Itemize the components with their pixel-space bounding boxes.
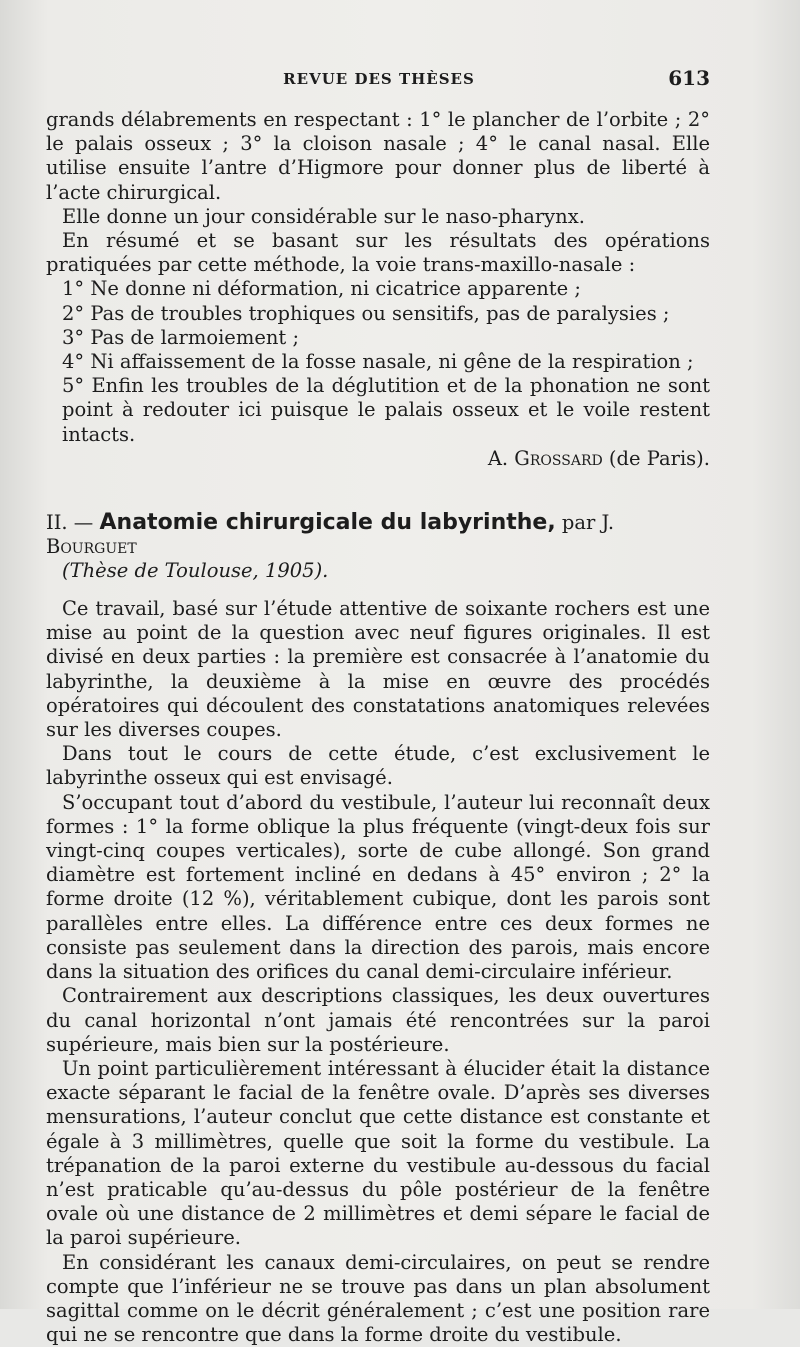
list-item: 3° Pas de larmoiement ; (62, 325, 300, 349)
list-item: 5° Enfin les troubles de la déglutition et de la phonation ne sont point à redouter ici puisque le palais osseux et le voile restent intacts. (62, 374, 710, 446)
section-source: (Thèse de Toulouse, 1905). (62, 559, 329, 583)
review-two-paragraph: Ce travail, basé sur l’étude attentive de soixante rochers est une mise au point de la question avec neuf figures originales. Il est divisé en deux parties : la première est consacrée à l’anatomie du labyrinthe, la deuxième à la mise en œuvre des procédés opératoires qui découlent des constatations anatomiques relevées sur les diverses coupes. (46, 597, 710, 742)
page-number: 613 (668, 66, 710, 90)
review-one-paragraph: En résumé et se basant sur les résultats des opérations pratiquées par cette méthode, la voie trans-maxillo-nasale : (46, 229, 710, 277)
page-header (48, 66, 710, 96)
list-item: 1° Ne donne ni déformation, ni cicatrice apparente ; (62, 277, 581, 301)
review-two-paragraph: Contrairement aux descriptions classiques, les deux ouvertures du canal horizontal n’ont jamais été rencontrées sur la paroi supérieure, mais bien sur la postérieure. (46, 984, 710, 1056)
section-author: par J. Bourguet (46, 511, 615, 559)
page-body (46, 108, 710, 1347)
review-two-paragraph: S’occupant tout d’abord du vestibule, l’auteur lui reconnaît deux formes : 1° la forme oblique la plus fréquente (vingt-deux fois sur vingt-cinq coupes verticales), sorte de cube allongé. Son grand diamètre est fortement incliné en dedans à 45° environ ; 2° la forme droite (12 %), véritablement cubique, dont les parois sont parallèles entre elles. La différence entre ces deux formes ne consiste pas seulement dans la direction des parois, mais encore dans la situation des orifices du canal demi-circulaire inférieur. (46, 790, 710, 984)
section-title: Anatomie chirurgicale du labyrinthe, (99, 510, 556, 536)
review-one (46, 108, 710, 471)
review-two-paragraph: Un point particulièrement intéressant à élucider était la distance exacte séparant le facial de la fenêtre ovale. D’après ses diverses mensurations, l’auteur conclut que cette distance est constante et égale à 3 millimètres, quelle que soit la forme du vestibule. La trépanation de la paroi externe du vestibule au-dessous du facial n’est praticable qu’au-dessus du pôle postérieur de la fenêtre ovale où une distance de 2 millimètres et demi sépare le facial de la paroi supérieure. (46, 1056, 710, 1250)
list-item: 2° Pas de troubles trophiques ou sensitifs, pas de paralysies ; (62, 301, 670, 325)
list-item: 4° Ni affaissement de la fosse nasale, ni gêne de la respiration ; (62, 350, 694, 374)
section-number: II. — (46, 511, 94, 535)
section-heading (46, 511, 710, 583)
review-one-paragraph: grands délabrements en respectant : 1° le plancher de l’orbite ; 2° le palais osseux ; 3° la cloison nasale ; 4° le canal nasal. Elle utilise ensuite l’antre d’Higmore pour donner plus de liberté à l’acte chirurgical. (46, 108, 710, 204)
running-title: REVUE DES THÈSES (283, 70, 475, 88)
review-two-body (46, 597, 710, 1347)
review-one-paragraph: Elle donne un jour considérable sur le naso-pharynx. (62, 204, 585, 228)
reviewer-signature: A. Grossard (de Paris). (487, 446, 710, 470)
review-two-paragraph: Dans tout le cours de cette étude, c’est exclusivement le labyrinthe osseux qui est envisagé. (46, 742, 710, 790)
review-two (46, 511, 710, 1347)
review-two-paragraph: En considérant les canaux demi-circulaires, on peut se rendre compte que l’inférieur ne se trouve pas dans un plan absolument sagittal comme on le décrit généralement ; c’est une position rare qui ne se rencontre que dans la forme droite du vestibule. (46, 1250, 710, 1347)
